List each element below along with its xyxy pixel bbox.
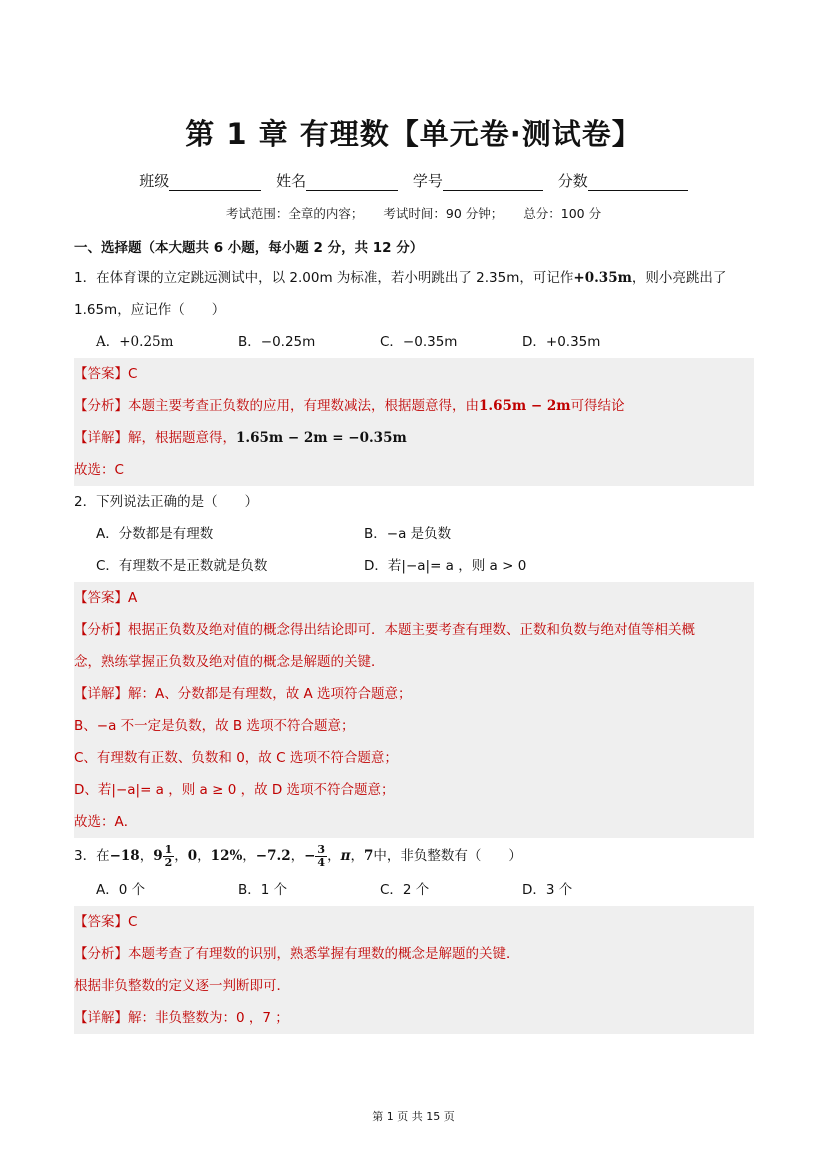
q1-options (74, 326, 754, 358)
q3-option-d: D．3 个 (522, 882, 573, 898)
q3-number-8: 7 (363, 848, 374, 864)
q3-fraction-1-num: 1 (164, 842, 173, 856)
q2-option-d: D．若|−a|= a ，则 a > 0 (364, 558, 527, 574)
q1-stem-text: 1．在体育课的立定跳远测试中，以 2.00m 为标准，若小明跳出了 2.35m，可记作 (74, 270, 574, 286)
question-content (74, 234, 754, 1034)
score-label: 分数 (557, 172, 588, 190)
section-heading: 一、选择题（本大题共 6 小题，每小题 2 分，共 12 分） (74, 240, 424, 256)
exam-total: 总分：100 分 (523, 206, 602, 221)
q3-detail: 【详解】解：非负整数为：0 ，7 ； (74, 1010, 289, 1026)
q3-answer: 【答案】C (74, 914, 138, 930)
q3-number-2-whole: 9 (153, 848, 163, 864)
q3-stem-tail: 中，非负整数有（ ） (373, 848, 522, 864)
q1-detail-text: 【详解】解，根据题意得， (74, 430, 236, 446)
q2-detail-1: 【详解】解：A、分数都是有理数，故 A 选项符合题意； (74, 686, 412, 702)
q1-answer-block (74, 358, 754, 486)
q1-stem-line2: 1.65m，应记作（ ） (74, 302, 226, 318)
q1-analysis (74, 390, 754, 422)
q1-detail-math: 1.65m − 2m = −0.35m (236, 430, 407, 446)
q3-option-a: A．0 个 (96, 882, 146, 898)
q2-stem: 2．下列说法正确的是（ ） (74, 494, 259, 510)
q2-answer-block (74, 582, 754, 838)
q2-choice: 故选：A． (74, 814, 138, 830)
exam-time: 考试时间：90 分钟； (383, 206, 504, 221)
page-title: 第 1 章 有理数【单元卷·测试卷】 (185, 117, 642, 151)
exam-scope: 考试范围：全章的内容； (225, 206, 364, 221)
q3-fraction-1-den: 2 (164, 855, 173, 869)
q2-detail-2: B、−a 不一定是负数，故 B 选项不符合题意； (74, 718, 355, 734)
q2-analysis-2: 念，熟练掌握正负数及绝对值的概念是解题的关键． (74, 654, 385, 670)
q1-option-c: C．−0.35m (380, 334, 458, 350)
q3-fraction-2-num: 3 (317, 842, 326, 856)
q3-stem-head: 3．在 (74, 848, 110, 864)
q1-analysis-text: 【分析】本题主要考查正负数的应用，有理数减法，根据题意得，由 (74, 398, 479, 414)
q1-stem-tail: ，则小亮跳出了 (631, 270, 727, 286)
q1-choice: 故选：C (74, 462, 124, 478)
q2-option-a: A．分数都是有理数 (96, 526, 214, 542)
q3-option-b: B．1 个 (238, 882, 288, 898)
q1-detail (74, 422, 754, 454)
q3-analysis-2: 根据非负整数的定义逐一判断即可． (74, 978, 290, 994)
q1-option-a: A．+0.25m (96, 334, 174, 350)
q1-stem-math: +0.35m (573, 270, 632, 286)
student-info-row (0, 170, 827, 191)
q3-number-3: 0 (187, 848, 198, 864)
q3-answer-block (74, 906, 754, 1034)
q2-option-b: B．−a 是负数 (364, 526, 452, 542)
score-blank (588, 173, 688, 191)
q3-analysis-1: 【分析】本题考查了有理数的识别，熟悉掌握有理数的概念是解题的关键． (74, 946, 520, 962)
q3-number-6-sign: − (304, 848, 316, 864)
q2-option-c: C．有理数不是正数就是负数 (96, 558, 268, 574)
q1-answer: 【答案】C (74, 366, 138, 382)
q2-detail-3: C、有理数有正数、负数和 0，故 C 选项不符合题意； (74, 750, 398, 766)
q1-option-b: B．−0.25m (238, 334, 316, 350)
q2-options-row1 (74, 518, 754, 550)
id-blank (443, 173, 543, 191)
q3-number-5: −7.2 (255, 848, 291, 864)
q3-number-1: −18 (109, 848, 140, 864)
q2-answer: 【答案】A (74, 590, 138, 606)
class-blank (169, 173, 261, 191)
q3-number-7: π (340, 848, 351, 864)
q3-stem: 3．在−18，9 $\frac{1}{2}$ ，0，12%，−7.2，− $\frac{3}{4}$ ，π，7中，非负整数有（ ） (74, 842, 522, 869)
q2-analysis-1: 【分析】根据正负数及绝对值的概念得出结论即可．本题主要考查有理数、正数和负数与绝对值等相关概 (74, 622, 695, 638)
page-footer: 第 1 页 共 15 页 (372, 1110, 455, 1123)
q3-fraction-2-den: 4 (317, 855, 326, 869)
q3-options (74, 874, 754, 906)
q3-number-4: 12% (210, 848, 243, 864)
q3-option-c: C．2 个 (380, 882, 430, 898)
exam-meta (0, 204, 827, 222)
q2-options-row2 (74, 550, 754, 582)
q3-fraction-1 (163, 844, 175, 869)
name-blank (306, 173, 398, 191)
q2-detail-4: D、若|−a|= a ，则 a ≥ 0 ，故 D 选项不符合题意； (74, 782, 395, 798)
class-label: 班级 (139, 172, 170, 190)
id-label: 学号 (412, 172, 443, 190)
q1-analysis-math: 1.65m − 2m (479, 398, 571, 414)
q1-stem-line1 (74, 262, 754, 294)
q3-fraction-2 (315, 844, 327, 869)
q1-analysis-tail: 可得结论 (570, 398, 625, 414)
name-label: 姓名 (276, 172, 307, 190)
q1-option-d: D．+0.35m (522, 334, 601, 350)
